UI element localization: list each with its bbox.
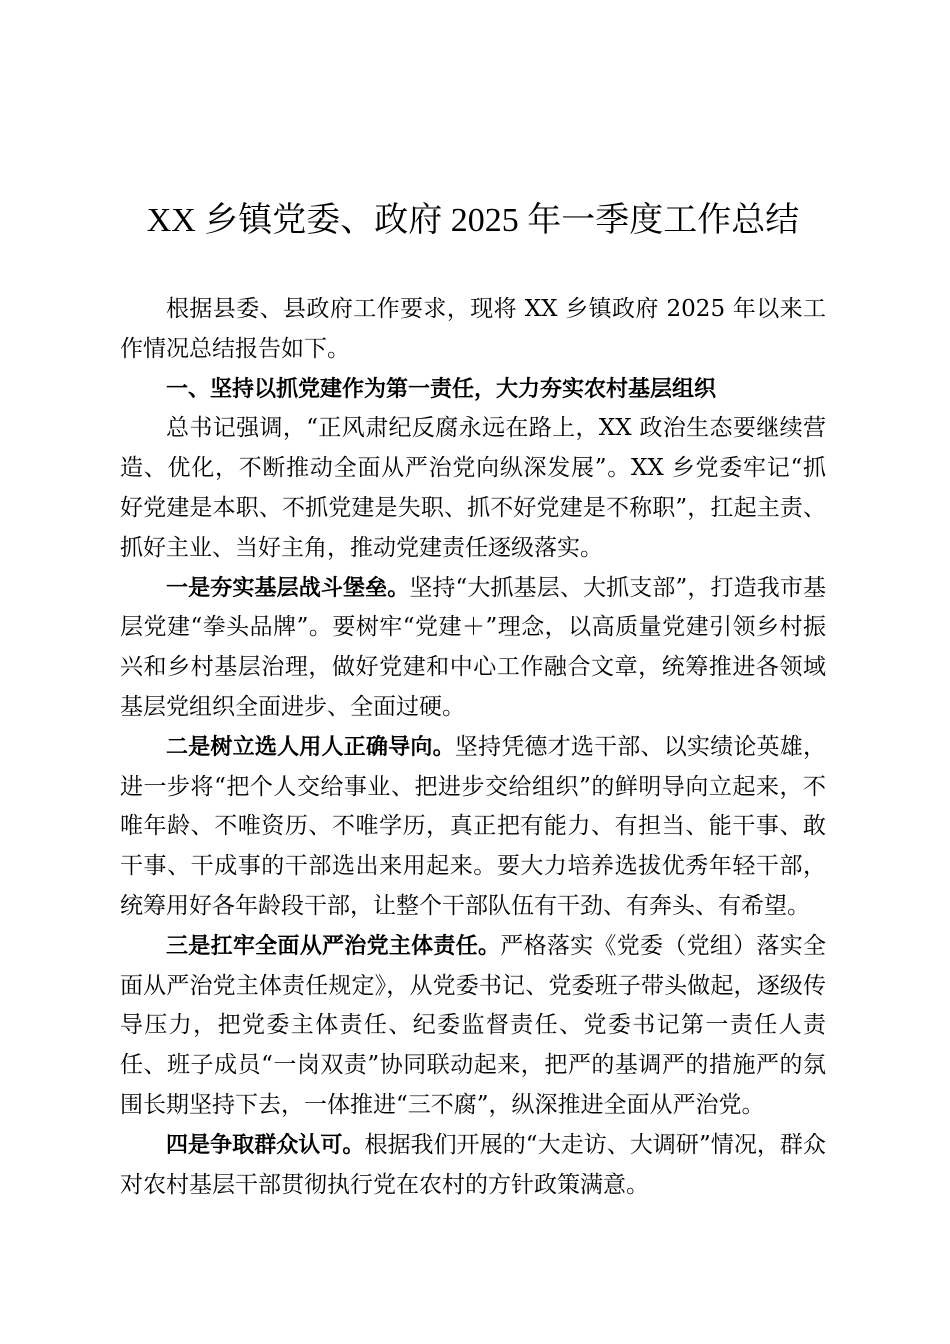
item-lead-4: 四是争取群众认可。 [166, 1132, 365, 1158]
document-page [120, 0, 826, 1344]
item-text-1: 坚持“大抓基层、大抓支部”，打造我市基层党建“拳头品牌”。要树牢“党建＋”理念，以高质量党建引领乡村振兴和乡村基层治理，做好党建和中心工作融合文章，统筹推进各领域基层党组织全面进步、全面过硬。 [120, 574, 826, 720]
intro-paragraph: 根据县委、县政府工作要求，现将 XX 乡镇政府 2025 年以来工作情况总结报告如下。 [120, 296, 826, 362]
item-paragraph-2 [120, 728, 826, 927]
document-body [120, 290, 826, 1205]
item-lead-2: 二是树立选人用人正确导向。 [166, 734, 455, 760]
item-paragraph-1 [120, 569, 826, 728]
section-opening-paragraph: 总书记强调，“正风肃纪反腐永远在路上，XX 政治生态要继续营造、优化，不断推动全面从严治党向纵深发展”。XX 乡党委牢记“抓好党建是本职、不抓党建是失职、抓不好党建是不称职”，扛起主责、抓好主业、当好主角，推动党建责任逐级落实。 [120, 415, 826, 561]
item-lead-3: 三是扛牢全面从严治党主体责任。 [166, 933, 501, 959]
item-text-3: 严格落实《党委（党组）落实全面从严治党主体责任规定》，从党委书记、党委班子带头做起，逐级传导压力，把党委主体责任、纪委监督责任、党委书记第一责任人责任、班子成员“一岗双责”协同联动起来，把严的基调严的措施严的氛围长期坚持下去，一体推进“三不腐”，纵深推进全面从严治党。 [120, 932, 826, 1118]
item-paragraph-4 [120, 1126, 826, 1206]
item-paragraph-3 [120, 927, 826, 1126]
item-text-2: 坚持凭德才选干部、以实绩论英雄，进一步将“把个人交给事业、把进步交给组织”的鲜明导向立起来，不唯年龄、不唯资历、不唯学历，真正把有能力、有担当、能干事、敢干事、干成事的干部选出来用起来。要大力培养选拔优秀年轻干部，统筹用好各年龄段干部，让整个干部队伍有干劲、有奔头、有希望。 [120, 733, 826, 919]
item-lead-1: 一是夯实基层战斗堡垒。 [166, 575, 410, 601]
document-title: XX 乡镇党委、政府 2025 年一季度工作总结 [146, 202, 800, 239]
item-text-4: 根据我们开展的“大走访、大调研”情况，群众对农村基层干部贯彻执行党在农村的方针政策满意。 [120, 1131, 826, 1198]
section-heading: 一、坚持以抓党建作为第一责任，大力夯实农村基层组织 [166, 376, 717, 402]
